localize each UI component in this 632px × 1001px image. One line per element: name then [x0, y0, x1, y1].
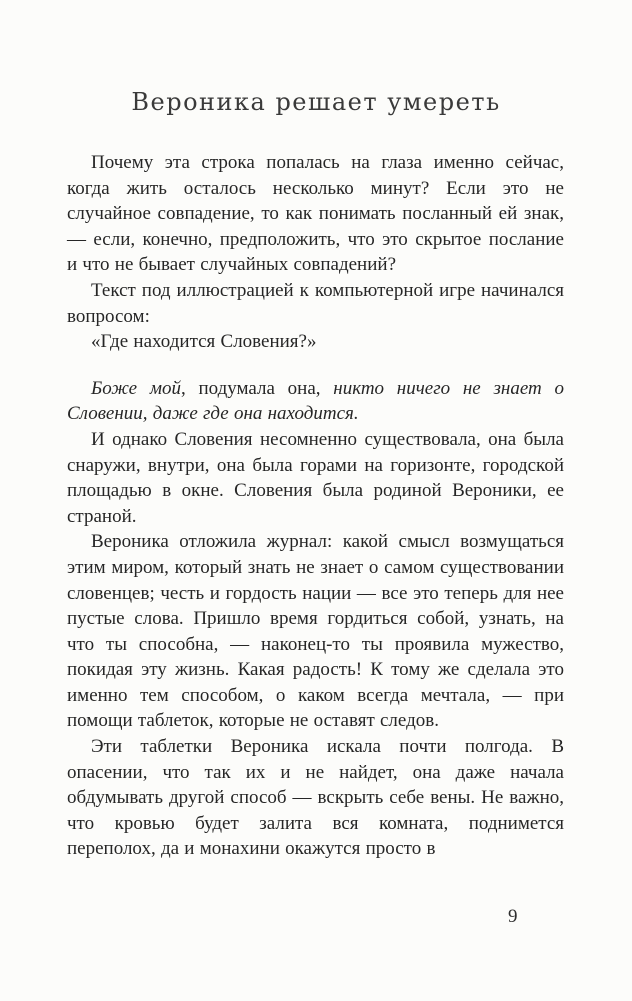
text-segment: Почему эта строка попалась на глаза именно сейчас, когда жить осталось несколько минут? Если это не случайное совпадение, то как понимать посланный ей знак, — если, конечно, предположить, что это скрытое послание и что не бывает случайных совпадений?	[67, 152, 564, 276]
text-segment-italic: Боже мой	[91, 377, 181, 399]
text-segment: Эти таблетки Вероника искала почти полгода. В опасении, что так их и не найдет, она даже начала обдумывать другой способ — вскрыть себе вены. Не важно, что кровью будет залита вся комната, поднимется переполох, да и монахини окажутся просто в	[67, 736, 564, 860]
paragraph	[67, 734, 564, 862]
text-segment-italic: никто ничего не знает о Словении, даже где она находится.	[67, 377, 564, 425]
page-number: 9	[508, 906, 518, 927]
running-title: Вероника решает умереть	[131, 88, 501, 116]
text-segment: «Где находится Словения?»	[91, 331, 317, 353]
text-block	[67, 150, 564, 862]
paragraph	[67, 150, 564, 278]
paragraph	[67, 427, 564, 529]
text-segment: , подумала она,	[180, 377, 334, 399]
text-segment: И однако Словения несомненно существовала, она была снаружи, внутри, она была горами на горизонте, городской площадью в окне. Словения была родиной Вероники, ее страной.	[67, 428, 564, 527]
text-segment: Вероника отложила журнал: какой смысл возмущаться этим миром, который знать не знает о самом существовании словенцев; честь и гордость нации — все это теперь для нее пустые слова. Пришло время гордиться собой, узнать, на что ты способна, — наконец-то ты проявила мужество, покидая эту жизнь. Какая радость! К тому же сделала это именно тем способом, о каком всегда мечтала, — при помощи таблеток, которые не оставят следов.	[67, 531, 564, 732]
paragraph	[67, 278, 564, 329]
paragraph	[67, 529, 564, 734]
paragraph	[67, 376, 564, 427]
paragraph	[67, 329, 564, 355]
text-segment: Текст под иллюстрацией к компьютерной игре начинался вопросом:	[67, 279, 564, 327]
